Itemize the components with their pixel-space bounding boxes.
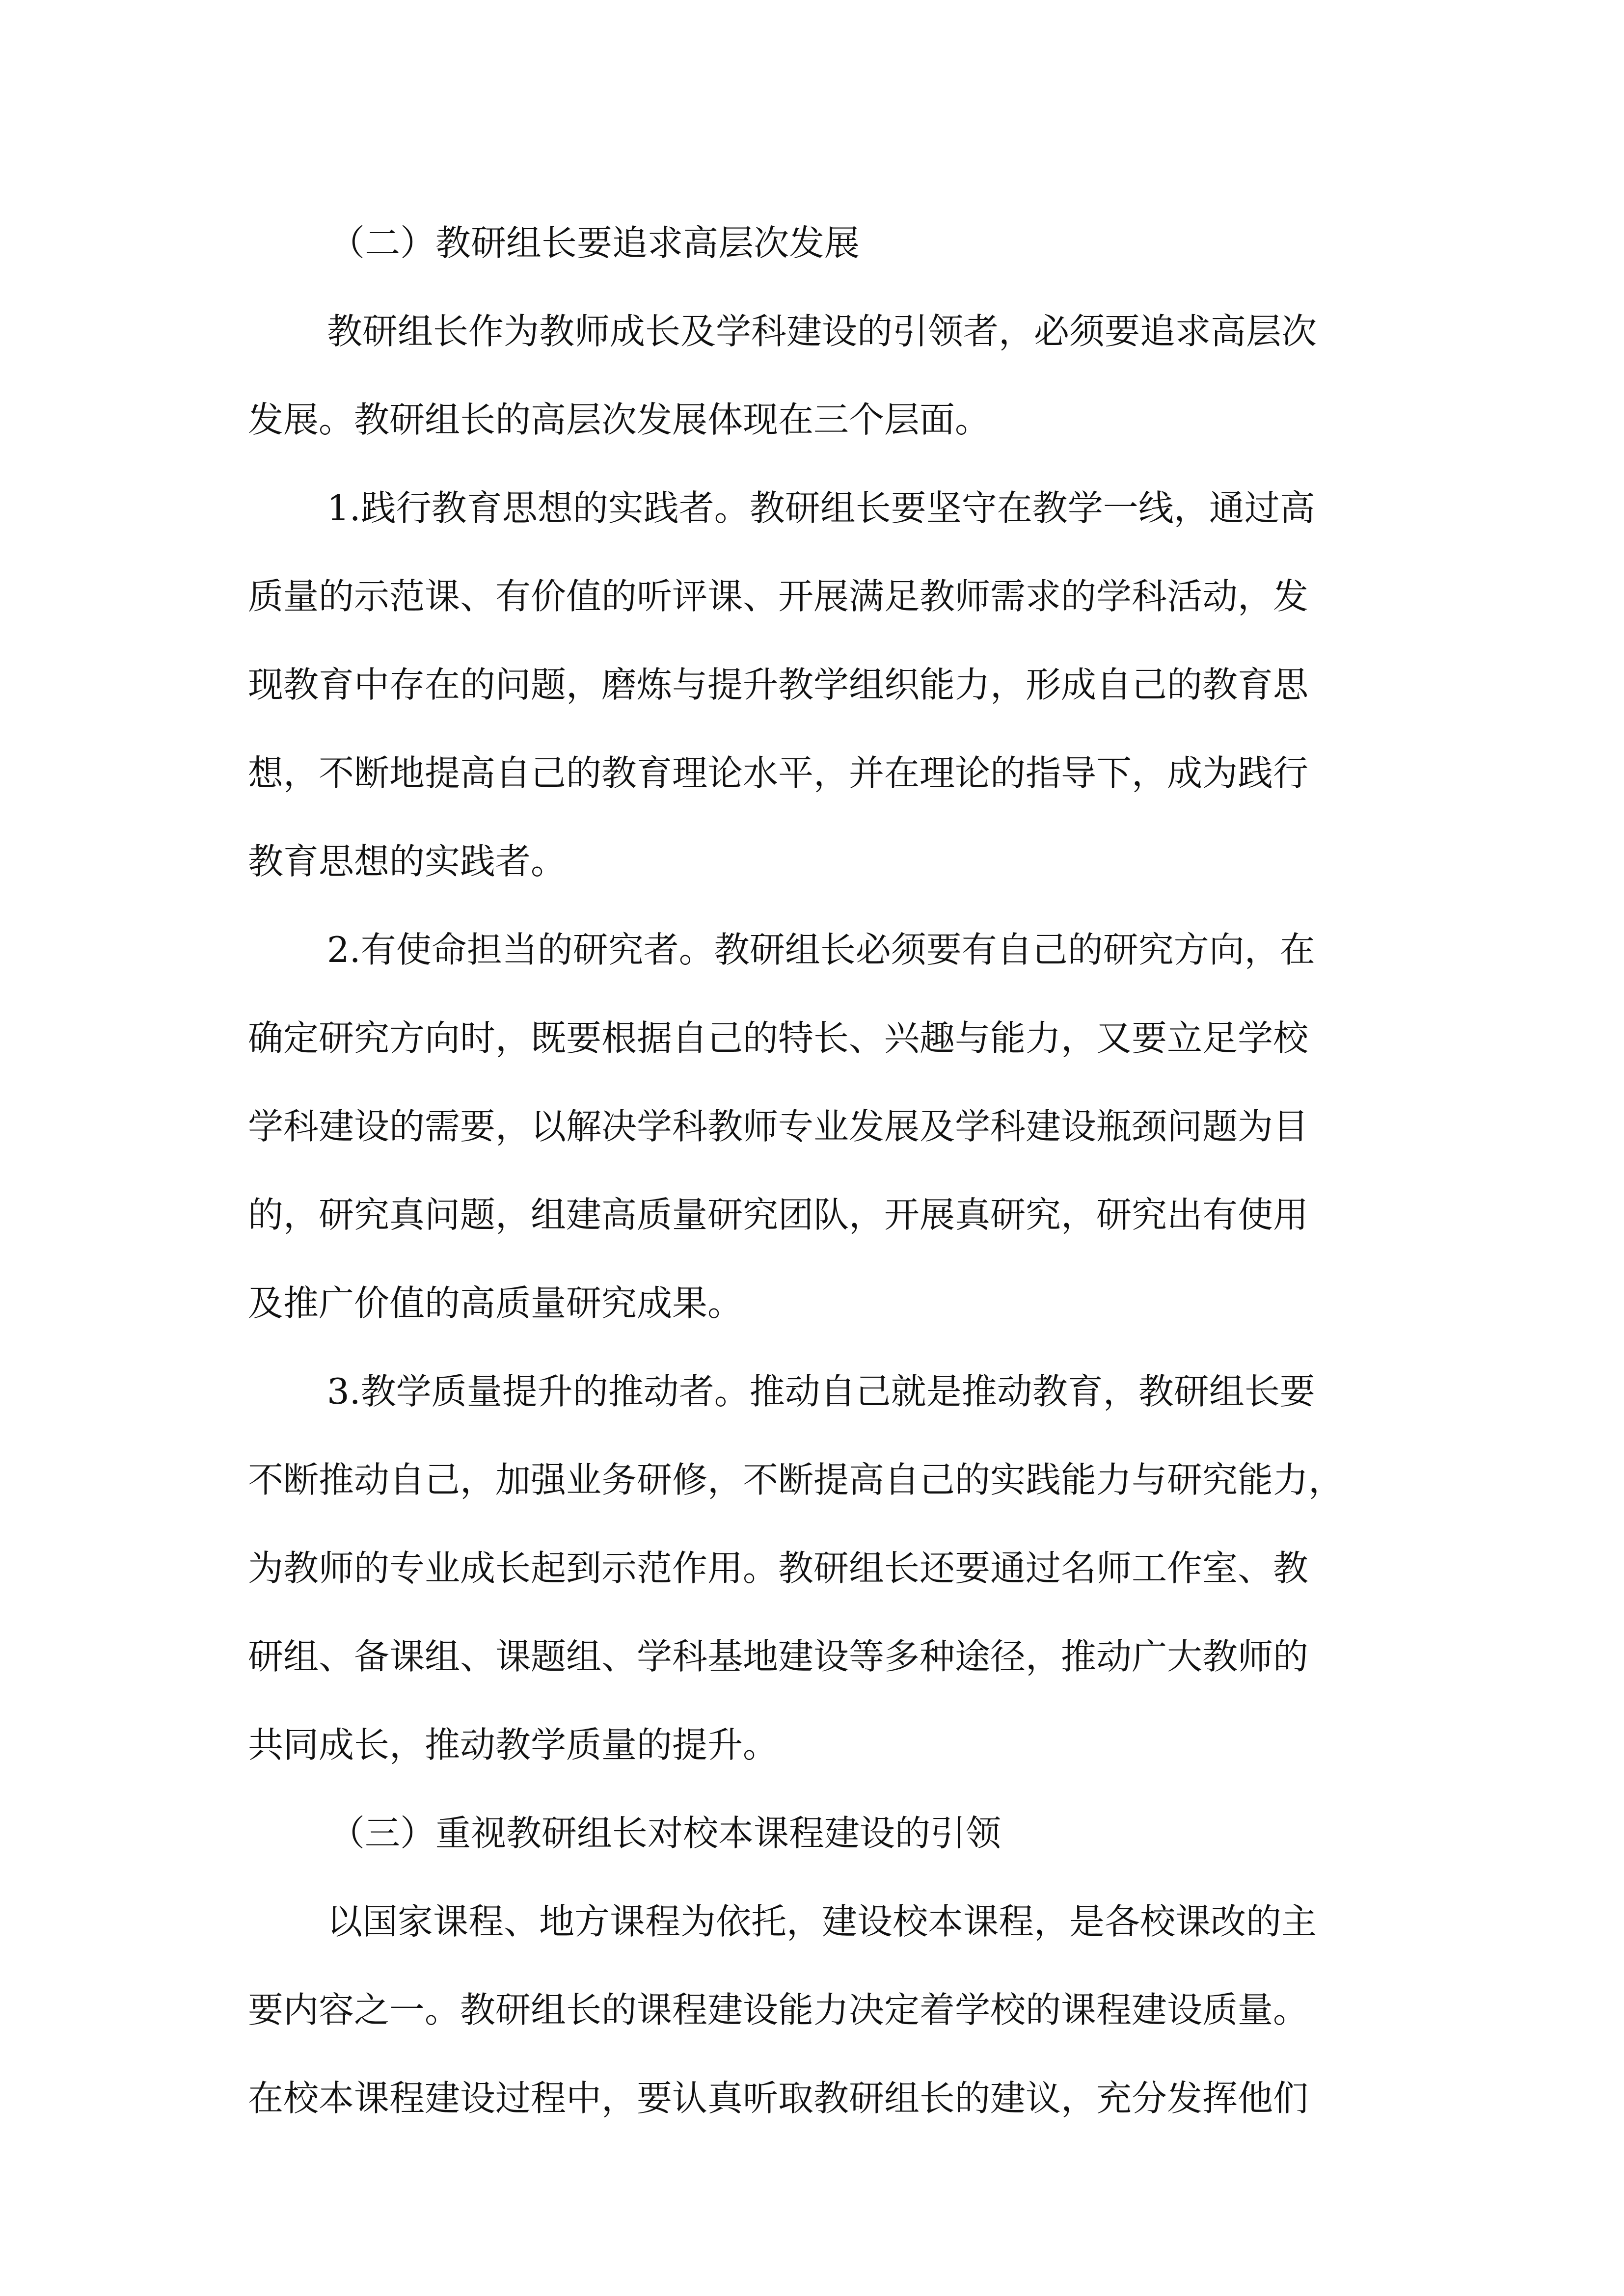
paragraph-line: 及推广价值的高质量研究成果。 (248, 1282, 743, 1324)
paragraph-line: 2.有使命担当的研究者。教研组长必须要有自己的研究方向，在 (327, 929, 1315, 970)
section-heading: （二）教研组长要追求高层次发展 (329, 222, 860, 264)
paragraph-line: 教育思想的实践者。 (248, 841, 567, 882)
paragraph-line: 现教育中存在的问题，磨炼与提升教学组织能力，形成自己的教育思 (248, 664, 1309, 705)
paragraph-line: 的，研究真问题，组建高质量研究团队，开展真研究，研究出有使用 (248, 1194, 1309, 1235)
paragraph-line: 在校本课程建设过程中，要认真听取教研组长的建议，充分发挥他们 (248, 2078, 1309, 2119)
section-heading: （三）重视教研组长对校本课程建设的引领 (329, 1813, 1001, 1854)
paragraph-line: 发展。教研组长的高层次发展体现在三个层面。 (248, 399, 991, 440)
paragraph-line: 共同成长，推动教学质量的提升。 (248, 1724, 779, 1765)
paragraph-line: 研组、备课组、课题组、学科基地建设等多种途径，推动广大教师的 (248, 1636, 1309, 1677)
paragraph-line: 为教师的专业成长起到示范作用。教研组长还要通过名师工作室、教 (248, 1548, 1309, 1589)
paragraph-line: 3.教学质量提升的推动者。推动自己就是推动教育，教研组长要 (327, 1371, 1315, 1412)
paragraph-line: 不断推动自己，加强业务研修，不断提高自己的实践能力与研究能力， (248, 1459, 1344, 1500)
paragraph-line: 确定研究方向时，既要根据自己的特长、兴趣与能力，又要立足学校 (248, 1017, 1309, 1059)
paragraph-line: 要内容之一。教研组长的课程建设能力决定着学校的课程建设质量。 (248, 1989, 1309, 2030)
paragraph-line: 想，不断地提高自己的教育理论水平，并在理论的指导下，成为践行 (248, 752, 1309, 794)
paragraph-line: 学科建设的需要，以解决学科教师专业发展及学科建设瓶颈问题为目 (248, 1106, 1309, 1147)
paragraph-line: 1.践行教育思想的实践者。教研组长要坚守在教学一线，通过高 (327, 487, 1315, 529)
paragraph-line: 以国家课程、地方课程为依托，建设校本课程，是各校课改的主 (327, 1901, 1317, 1942)
paragraph-line: 质量的示范课、有价值的听评课、开展满足教师需求的学科活动，发 (248, 576, 1309, 617)
paragraph-line: 教研组长作为教师成长及学科建设的引领者，必须要追求高层次 (327, 311, 1317, 352)
